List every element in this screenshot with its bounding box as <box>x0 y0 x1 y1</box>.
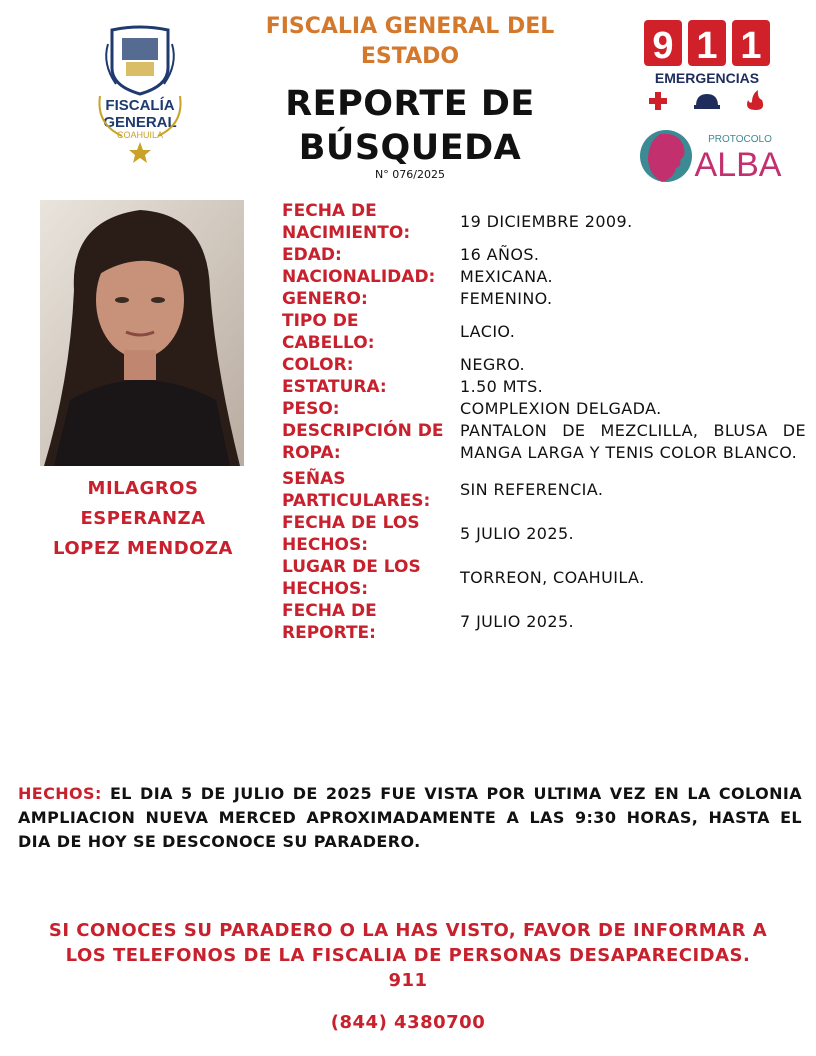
report-title-line1: REPORTE DE <box>285 84 535 124</box>
logo-text-general: GENERAL <box>103 114 177 131</box>
star-icon <box>129 142 151 163</box>
row-descripcion-ropa <box>282 420 806 464</box>
person-name-line1: MILAGROS <box>87 478 199 499</box>
agency-name-line2: ESTADO <box>360 44 460 69</box>
value-edad: 16 AÑOS. <box>460 245 540 264</box>
label-fecha-reporte: FECHA DE REPORTE: <box>282 601 377 643</box>
label-lugar-hechos: LUGAR DE LOS HECHOS: <box>282 557 421 599</box>
row-nacionalidad <box>282 266 806 288</box>
value-fecha-hechos: 5 JULIO 2025. <box>460 524 575 543</box>
value-color: NEGRO. <box>460 355 526 374</box>
emergencias-label: EMERGENCIAS <box>654 70 760 86</box>
cta-line1: SI CONOCES SU PARADERO O LA HAS VISTO, FAVOR DE INFORMAR A <box>48 920 768 941</box>
missing-person-photo <box>40 200 244 466</box>
row-tipo-cabello <box>282 310 806 354</box>
value-fecha-nacimiento: 19 DICIEMBRE 2009. <box>460 212 633 231</box>
label-nacionalidad: NACIONALIDAD: <box>282 267 436 287</box>
alba-small-label: PROTOCOLO <box>708 134 772 145</box>
value-descripcion-ropa: PANTALON DE MEZCLILLA, BLUSA DE MANGA LARGA Y TENIS COLOR BLANCO. <box>460 421 806 462</box>
hechos-paragraph <box>18 782 802 854</box>
police-cap-icon <box>694 94 720 109</box>
value-tipo-cabello: LACIO. <box>460 322 516 341</box>
emergencias-911-logo <box>640 16 776 116</box>
call-to-action <box>20 918 796 993</box>
details-table <box>282 200 806 644</box>
value-nacionalidad: MEXICANA. <box>460 267 554 286</box>
row-color <box>282 354 806 376</box>
label-fecha-hechos: FECHA DE LOS HECHOS: <box>282 513 420 555</box>
label-edad: EDAD: <box>282 245 342 265</box>
label-genero: GENERO: <box>282 289 368 309</box>
row-lugar-hechos <box>282 556 806 600</box>
hechos-text: EL DIA 5 DE JULIO DE 2025 FUE VISTA POR ULTIMA VEZ EN LA COLONIA AMPLIACION NUEVA MERCED APROXIMADAMENTE A LAS 9:30 HORAS, HASTA EL DIA DE HOY SE DESCONOCE SU PARADERO. <box>18 784 802 851</box>
row-fecha-reporte <box>282 600 806 644</box>
digit-1a: 1 <box>696 25 718 67</box>
woman-profile-icon <box>640 126 786 188</box>
label-fecha-nacimiento: FECHA DE NACIMIENTO: <box>282 201 411 243</box>
row-peso <box>282 398 806 420</box>
report-title-line2: BÚSQUEDA <box>298 128 522 168</box>
value-peso: COMPLEXION DELGADA. <box>460 399 662 418</box>
person-name-line2: ESPERANZA <box>80 508 206 529</box>
row-edad <box>282 244 806 266</box>
medical-cross-icon <box>649 92 667 110</box>
row-estatura <box>282 376 806 398</box>
fire-icon <box>747 90 763 110</box>
label-color: COLOR: <box>282 355 354 375</box>
protocolo-alba-logo <box>640 126 786 188</box>
alba-big-label: ALBA <box>694 146 782 184</box>
logo-text-coahuila: COAHUILA <box>116 130 164 140</box>
report-title <box>230 82 590 170</box>
label-tipo-cabello: TIPO DE CABELLO: <box>282 311 375 353</box>
hechos-label: HECHOS: <box>18 784 102 803</box>
person-name <box>30 474 256 564</box>
label-descripcion-ropa: DESCRIPCIÓN DE ROPA: <box>282 421 444 463</box>
digit-9: 9 <box>652 25 674 67</box>
cta-line2: LOS TELEFONOS DE LA FISCALIA DE PERSONAS DESAPARECIDAS. <box>65 945 751 966</box>
phone-number: (844) 4380700 <box>330 1012 486 1033</box>
logo-text-fiscalia: FISCALÍA <box>105 97 175 114</box>
label-senas-particulares: SEÑAS PARTICULARES: <box>282 469 431 511</box>
agency-name <box>230 12 590 72</box>
value-genero: FEMENINO. <box>460 289 553 308</box>
value-estatura: 1.50 MTS. <box>460 377 544 396</box>
cta-line3: 911 <box>388 970 428 991</box>
fiscalia-logo <box>78 24 202 164</box>
coahuila-coat-of-arms-icon <box>78 24 202 164</box>
value-fecha-reporte: 7 JULIO 2025. <box>460 612 575 631</box>
person-portrait-icon <box>40 200 244 466</box>
911-badge-icon <box>640 16 776 116</box>
folio-number: N° 076/2025 <box>375 168 445 181</box>
row-fecha-hechos <box>282 512 806 556</box>
person-name-line3: LOPEZ MENDOZA <box>53 538 233 559</box>
agency-name-line1: FISCALIA GENERAL DEL <box>265 14 555 39</box>
value-lugar-hechos: TORREON, COAHUILA. <box>460 568 645 587</box>
row-genero <box>282 288 806 310</box>
row-senas-particulares <box>282 468 806 512</box>
digit-1b: 1 <box>740 25 762 67</box>
label-estatura: ESTATURA: <box>282 377 387 397</box>
row-fecha-nacimiento <box>282 200 806 244</box>
value-senas-particulares: SIN REFERENCIA. <box>460 480 604 499</box>
label-peso: PESO: <box>282 399 340 419</box>
